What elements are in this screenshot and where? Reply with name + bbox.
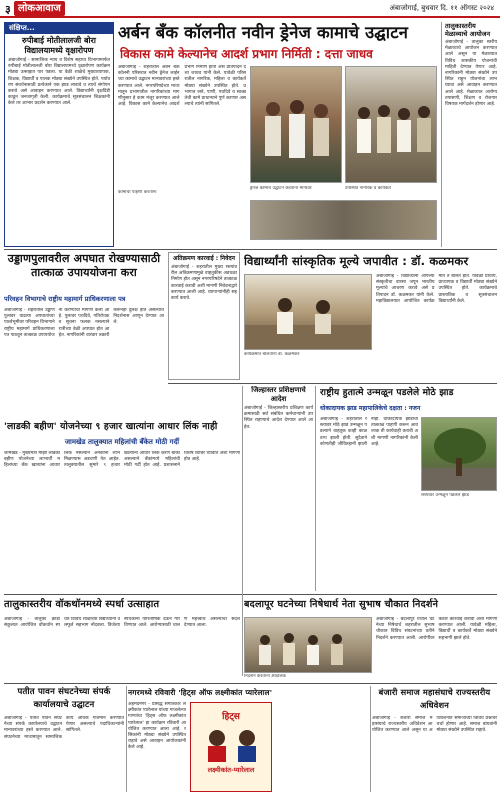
story10-headline-box (128, 686, 368, 700)
story2-headline-box (4, 252, 164, 292)
top-story-body-cont (118, 202, 246, 244)
top-story-photo-3-caption: कामाची पाहणी करताना (118, 190, 157, 195)
story10-headline: नगरमध्ये रविवारी 'हिट्स ऑफ लक्ष्मीकांत प्यारेलाल' (128, 688, 273, 697)
brief-body: अंबाजोगाई - सामाजिक न्याय व विशेष सहाय्य विभागामार्फत रुपीबाई मोतीलालजी बोरा विद्यालयामध्ये वृक्षारोपण कार्यक्रम मोठ्या उत्साहात पार पडला. या वेळी शाळेचे मुख्याध्यापक, शिक्षक, विद्यार्थी व पालक मोठ्या संख्येने उपस्थित होते. पर्यावरण संवर्धनासाठी प्रत्येकाने एक झाड लावावे व त्याचे संगोपन करावे असे आवाहन करण्यात आले. विद्यार्थ्यांनी वृक्षदिंडी काढून जनजागृती केली. कार्यक्रमाचे सूत्रसंचालन शिक्षकांनी केले तर आभार प्रदर्शन करण्यात आले. (8, 58, 110, 107)
brief-column (4, 22, 114, 247)
story2-body: अंबाजोगाई - शहरातील उड्डाणपुलावर वाढत्या अपघातांच्या पार्श्वभूमीवर परिवहन विभागाने राष्ट्रीय महामार्ग प्राधिकरणाला पत्र पाठवून तात्काळ उपाययोजना करण्याची मागणी केली आहे. पुलावर पथदिवे, गतिरोधक व सूचना फलक नसल्याने रात्रीच्या वेळी अपघात होत आहेत. नागरिकांनी वारंवार तक्रारी करूनही दुर्लक्ष होत असल्याचे निदर्शनास आणून देण्यात आले. (4, 308, 164, 338)
photo-people-icon (251, 67, 342, 183)
column-rule (370, 686, 371, 792)
mid-story-body: अंबाजोगाई - शहरातील मुख्य रस्त्यांवरील अतिक्रमणामुळे वाहतुकीस अडथळा निर्माण होत असून नगरपरिषदेने तात्काळ कारवाई करावी अशी मागणी निवेदनाद्वारे करण्यात आली आहे. व्यापाऱ्यांनीही सहकार्य करावे. (171, 265, 237, 302)
top-story-headline-box (118, 22, 438, 46)
story6-body: अंबाजोगाई - शहरातील रस्त्यावर मोठे झाड उन्मळून पडल्याने वाहतूक काही काळ ठप्प झाली होती. सुदैवाने कोणतीही जीवितहानी झाली नाही. धोकादायक झाडांची तात्काळ पाहणी करून आवश्यक ती कार्यवाही करावी अशी मागणी नागरिकांनी केली आहे. (320, 417, 418, 447)
story7-headline-box (4, 597, 240, 615)
story4-headline-box (4, 419, 240, 437)
dateline: अंबाजोगाई, बुधवार दि. ११ ऑगस्ट २०२४ (389, 4, 494, 12)
divider (4, 594, 497, 595)
top-story-photo-1-caption: ड्रेनेज कामाचे उद्घाटन करताना मान्यवर (250, 186, 312, 191)
story6-photo (421, 417, 497, 491)
divider (168, 383, 497, 384)
story6-headline: राष्ट्रीय हुतात्मे उन्मळून पडलेले मोठे झाड (320, 388, 454, 398)
right-notice-body: अंबाजोगाई - तालुका स्तरीय मेळाव्याचे आयोजन करण्यात आले असून या मेळाव्यात विविध शासकीय योजनांची माहिती देण्यात येणार आहे. नागरिकांनी मोठ्या संख्येने उपस्थित राहून योजनांचा लाभ घ्यावा असे आवाहन करण्यात आले आहे. मेळाव्यात आरोग्य तपासणी, शिक्षण व रोजगार विषयक मार्गदर्शन होणार आहे. (445, 40, 497, 108)
story11-body: अंबाजोगाई - बंजारी समाज महासंघाचे राज्यस्तरीय अधिवेशन आयोजित करण्यात आले असून या अधिवेशनात समाजाच्या विविध प्रश्नांवर चर्चा होणार आहे. समाज बांधवांनी मोठ्या संख्येने उपस्थित राहावे. (372, 716, 497, 734)
story8-headline-box (244, 597, 497, 615)
brief-label: संक्षिप्त... (5, 23, 113, 34)
story4-body: जामखेड - मुख्यमंत्री माझी लाडकी बहीण योजनेच्या लाभार्थी महिलांच्या बँक खात्यांना आधार लिंक नसल्याने अनेकांना लाभ मिळण्यास अडचणी येत आहेत. तालुक्यातील सुमारे ९ हजार खात्यांना आधार लिंक करणे बाकी असल्याने बँकांमध्ये महिलांची मोठी गर्दी होत आहे. प्रशासनाने विशेष शिबिरे घ्यावीत अशी मागणी होत आहे. (4, 451, 240, 469)
story5-body: अंबाजोगाई - जिल्हास्तरीय प्रशिक्षण कार्यक्रमासाठी सर्व संबंधित कर्मचाऱ्यांनी उपस्थित राहण्याचे आदेश देण्यात आले आहेत. (244, 406, 313, 430)
story9-headline: पतीत पावन संघटनेच्या संपर्क कार्यालयाचे उद्घाटन (17, 687, 111, 710)
photo-musicians-icon (191, 722, 272, 762)
top-story-photo-2-caption: उपस्थित नागरिक व कार्यकर्ते (345, 186, 391, 191)
story7-headline: तालुकास्तरीय वॉकथॉनमध्ये स्पर्धा उत्साहात (4, 599, 160, 610)
top-story-photo-1 (250, 66, 342, 183)
story8-photo-caption: निदर्शने करताना आंदोलक (244, 674, 286, 679)
story6-subhead-box (320, 403, 497, 415)
column-rule (242, 386, 243, 676)
divider (4, 249, 497, 250)
story10-ad-title: लक्ष्मीकांत-प्यारेलाल (207, 766, 255, 774)
page-number: ३ (5, 3, 11, 16)
story7-body: अंबाजोगाई - तालुका क्रीडा संकुलात आयोजित वॉकथॉन स्पर्धेत विविध शाळांच्या विद्यार्थ्यांनी उत्स्फूर्त सहभाग नोंदवला. विजेत्या स्पर्धकांना पारितोषिके देऊन गौरविण्यात आले. आरोग्यासाठी चालणे महत्त्वाचे असल्याचा संदेश देण्यात आला. (4, 617, 240, 629)
divider (4, 683, 497, 684)
newspaper-logo: लोकआवाज (14, 1, 65, 16)
story4-subhead-box (4, 437, 240, 449)
story9-headline-box (4, 686, 124, 714)
story3-headline: विद्यार्थ्यांनी सांस्कृतिक मूल्ये जपावीत : डॉ. कळमकर (244, 254, 469, 268)
masthead (0, 0, 500, 18)
story10-ad-sub: हिट्स (222, 712, 240, 722)
story3-photo-caption: कार्यक्रमात बोलताना डॉ. कळमकर (244, 352, 300, 357)
photo-crowd-icon (346, 67, 437, 183)
story10-body-cont (276, 702, 368, 792)
story6-headline-box (320, 386, 497, 402)
story11-headline-box (372, 686, 497, 714)
story2-subhead: परिवहन विभागाचे राष्ट्रीय महामार्ग प्राधिकरणाला पत्र (4, 295, 126, 303)
story4-subhead: जामखेड तालुक्यात महिलांची बँकेत मोठी गर्दी (64, 438, 180, 446)
top-story-subhead: विकास कामे केल्यानेच आदर्श प्रभाग निर्मिती : दत्ता जाधव (120, 47, 373, 61)
right-notice-title: तालुकास्तरीय मेळाव्याचे आयोजन (445, 22, 491, 38)
top-story-subhead-box (120, 47, 438, 63)
top-story-photo-3 (250, 200, 437, 240)
story9-body: अंबाजोगाई - पतीत पावन संघटनेच्या संपर्क कार्यालयाचे उद्घाटन मान्यवरांच्या हस्ते करण्यात आले. संघटनेच्या माध्यमातून सामाजिक कार्य अधिक गतिमान करण्यात येणार असल्याचे पदाधिकाऱ्यांनी सांगितले. (4, 716, 124, 740)
story10-event-ad (190, 702, 272, 792)
top-story-photo-2 (345, 66, 437, 183)
story2-subhead-box (4, 294, 164, 306)
story4-headline: 'लाडकी बहीण' योजनेच्या ९ हजार खात्यांना आधार लिंक नाही (4, 421, 218, 432)
story11-headline: बंजारी समाज महासंघाचे राज्यस्तरीय अधिवेशन (378, 687, 491, 710)
photo-speaker-icon (245, 275, 372, 350)
mid-story (168, 252, 240, 380)
right-notice (441, 22, 497, 247)
story2-headline: उड्डाणपुलावरील अपघात रोखण्यासाठी तात्काळ उपाययोजना करा (7, 252, 161, 279)
story3-body: अंबाजोगाई - विद्यार्थ्यांनी आपल्या संस्कृतीचा वारसा जपून भारतीय मूल्यांचे आचरण करावे असे प्रतिपादन डॉ. कळमकर यांनी केले. महाविद्यालयात आयोजित कार्यक्रमात ते बोलत होते. यावेळी प्राचार्य, प्राध्यापक व विद्यार्थी मोठ्या संख्येने उपस्थित होते. कार्यक्रमाचे प्रास्ताविक व सूत्रसंचालन विद्यार्थ्यांनी केले. (376, 274, 497, 304)
top-story-headline: अर्बन बँक कॉलनीत नवीन ड्रेनेज कामाचे उद्घाटन (118, 23, 409, 42)
photo-protest-icon (245, 618, 372, 673)
story5 (244, 386, 316, 591)
story3-photo (244, 274, 372, 350)
column-rule (126, 686, 127, 792)
brief-title: रुपीबाई मोतीलालजी बोरा विद्यालयामध्ये वृक्षारोपण (22, 36, 96, 55)
story8-photo (244, 617, 372, 673)
story8-headline: बदलापूर घटनेच्या निषेधार्थ नेता सुभाष चौकात निदर्शने (244, 599, 439, 610)
top-story-body: अंबाजोगाई - शहरातील अर्बन बँक कॉलनी परिसरात नवीन ड्रेनेज लाईनच्या कामाचे उद्घाटन मान्यवरांच्या हस्ते करण्यात आले. नगरपरिषदेच्या माध्यमातून प्रभागातील नागरिकांच्या मागणीनुसार हे काम मंजूर करण्यात आले आहे. विकास कामे केल्यानेच आदर्श प्रभाग निर्माण होतो असे प्रतिपादन दत्ता जाधव यांनी केले. यावेळी परिसरातील नागरिक, महिला व कार्यकर्ते मोठ्या संख्येने उपस्थित होते. प्रभागात रस्ते, पाणी, पथदिवे व स्वच्छतेची कामे प्राधान्याने पूर्ण करणार असल्याचे त्यांनी सांगितले. (118, 65, 246, 108)
story10-body: अहमदनगर - प्रसिद्ध संगीतकार लक्ष्मीकांत प्यारेलाल यांच्या गाजलेल्या गाण्यांचा 'हिट्स ऑफ लक्ष्मीकांत प्यारेलाल' हा कार्यक्रम रविवारी आयोजित करण्यात आला आहे. रसिकांनी मोठ्या संख्येने उपस्थित राहावे असे आवाहन आयोजकांनी केले आहे. (128, 702, 186, 751)
story3-headline-box (244, 252, 497, 272)
mid-story-kicker: अतिक्रमण कारवाई : निवेदन (173, 255, 235, 262)
story5-kicker: जिल्हास्तर प्रशिक्षणाचे आदेश (251, 386, 306, 403)
story8-body: अंबाजोगाई - बदलापूर येथील घटनेच्या निषेधार्थ शहरातील सुभाष चौकात विविध संघटनांच्या वतीने निदर्शने करण्यात आली. आरोपींवर कठोर कारवाई करावी अशी मागणी करण्यात आली. यावेळी महिला, विद्यार्थी व कार्यकर्ते मोठ्या संख्येने सहभागी झाले होते. (376, 617, 497, 641)
story6-subhead: धोकादायक झाड महापालिकेचे दक्षता : नजन (320, 405, 421, 412)
story6-photo-caption: रस्त्यावर उन्मळून पडलेले झाड (421, 493, 469, 498)
photo-tree-icon (422, 418, 497, 491)
